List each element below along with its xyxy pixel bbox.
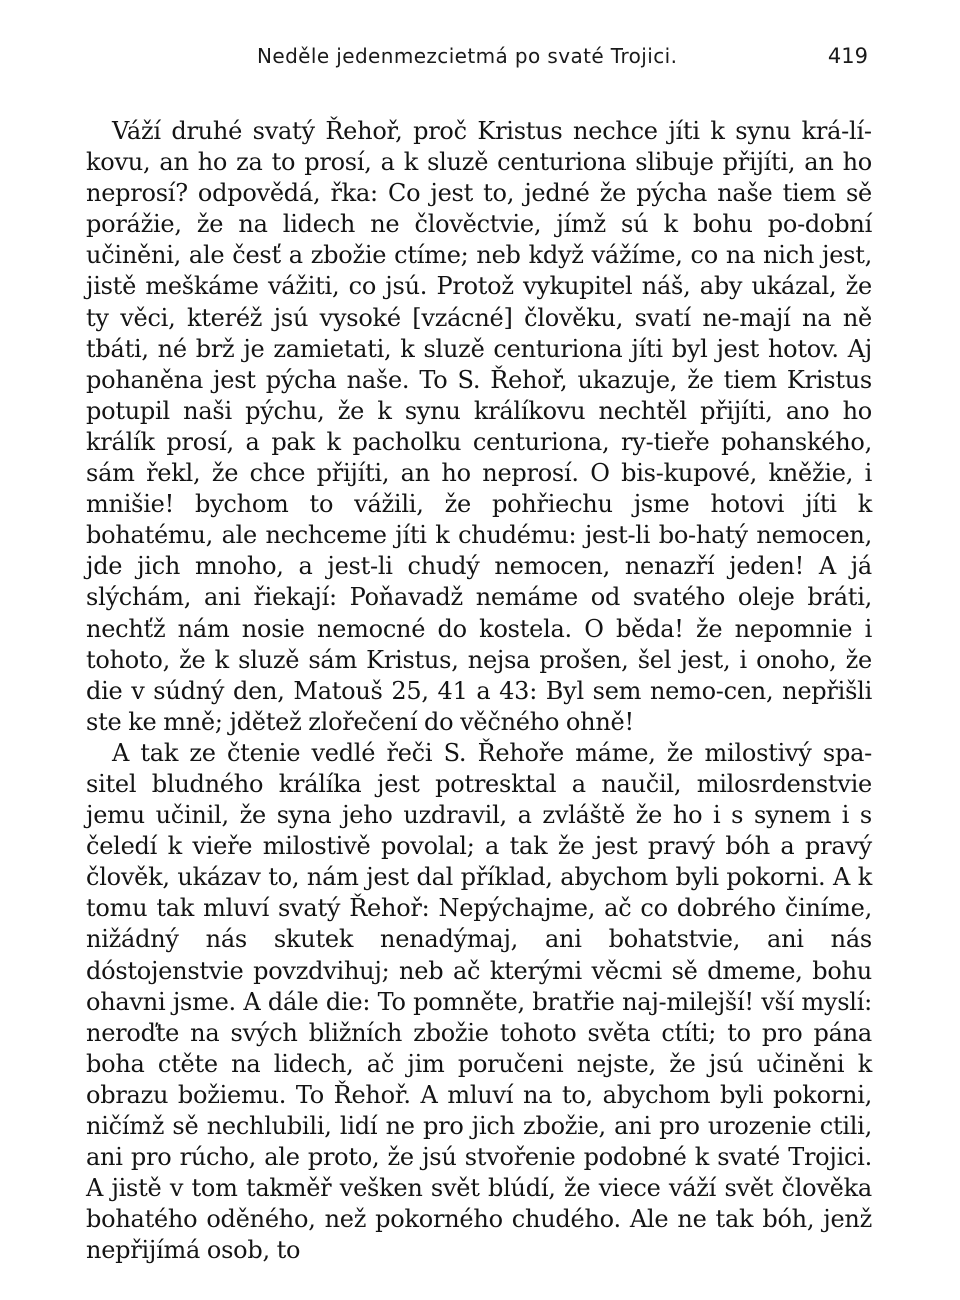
page-number: 419	[827, 44, 868, 68]
running-title: Neděle jedenmezcietmá po svaté Trojici.	[257, 44, 678, 68]
paragraph-2: A tak ze čtenie vedlé řeči S. Řehoře máme, že milostivý spa-sitel bludného králíka jest potresktal a naučil, milosrdenstvie jemu učinil, že syna jeho uzdravil, a zvláště že ho i s synem i s čeledí k vieře milostivě povolal; a tak že jest pravý bóh a pravý člověk, ukázav to, nám jest dal příklad, abychom byli pokorni. A k tomu tak mluví svatý Řehoř: Nepýchajme, ač co dobrého činíme, nižádný nás skutek nenadýmaj, ani bohatstvie, ani nás dóstojenstvie povzdvihuj; neb ač kterými věcmi sě dmeme, bohu ohavni jsme. A dále die: To pomněte, bratřie naj-milejší! vší myslí: neroďte na svých bližních zbožie tohoto světa ctíti; to pro pána boha ctěte na lidech, ač jim poručeni nejste, že jsú učiněni k obrazu božiemu. To Řehoř. A mluví na to, abychom byli pokorni, ničímž sě nechlubili, lidí ne pro jich zbožie, ani pro urozenie ctili, ani pro rúcho, ale proto, že jsú stvořenie podobné k svaté Trojici. A jistě v tom takměř vešken svět blúdí, že viece váží svět člověka bohatého oděného, než pokorného chudého. Ale ne tak bóh, jenž nepřijímá osob, to	[86, 738, 872, 1265]
running-head	[86, 42, 876, 76]
body-text	[86, 116, 872, 1266]
paragraph-1: Váží druhé svatý Řehoř, proč Kristus nechce jíti k synu krá-líkovu, an ho za to prosí, a k sluzě centuriona slibuje přijíti, an ho neprosí? odpovědá, řka: Co jest to, jedné že pýcha naše tiem sě porážie, že na lidech ne člověctvie, jímž sú k bohu po-dobní učiněni, ale česť a zbožie ctíme; neb když vážíme, co na nich jest, jistě meškáme vážiti, co jsú. Protož vykupitel náš, aby ukázal, že ty věci, kteréž jsú vysoké [vzácné] člověku, svatí ne-mají na ně tbáti, né brž je zamietati, k sluzě centuriona jíti byl jest hotov. Aj pohaněna jest pýcha naše. To S. Řehoř, ukazuje, že tiem Kristus potupil naši pýchu, že k synu králíkovu nechtěl přijíti, ano ho králík prosí, a pak k pacholku centuriona, ry-tieře pohanského, sám řekl, že chce přijíti, an ho neprosí. O bis-kupové, kněžie, i mnišie! bychom to vážili, že pohřiechu jsme hotovi jíti k bohatému, ale nechceme jíti k chudému: jest-li bo-hatý nemocen, jde jich mnoho, a jest-li chudý nemocen, nenazří jeden! A já slýchám, ani řiekají: Poňavadž nemáme od svatého oleje bráti, nechťž nám nosie nemocné do kostela. O běda! že nepomnie i tohoto, že k sluzě sám Kristus, nejsa prošen, šel jest, i onoho, že die v súdný den, Matouš 25, 41 a 43: Byl sem nemo-cen, nepřišli ste ke mně; jdětež zlořečení do věčného ohně!	[86, 117, 872, 736]
